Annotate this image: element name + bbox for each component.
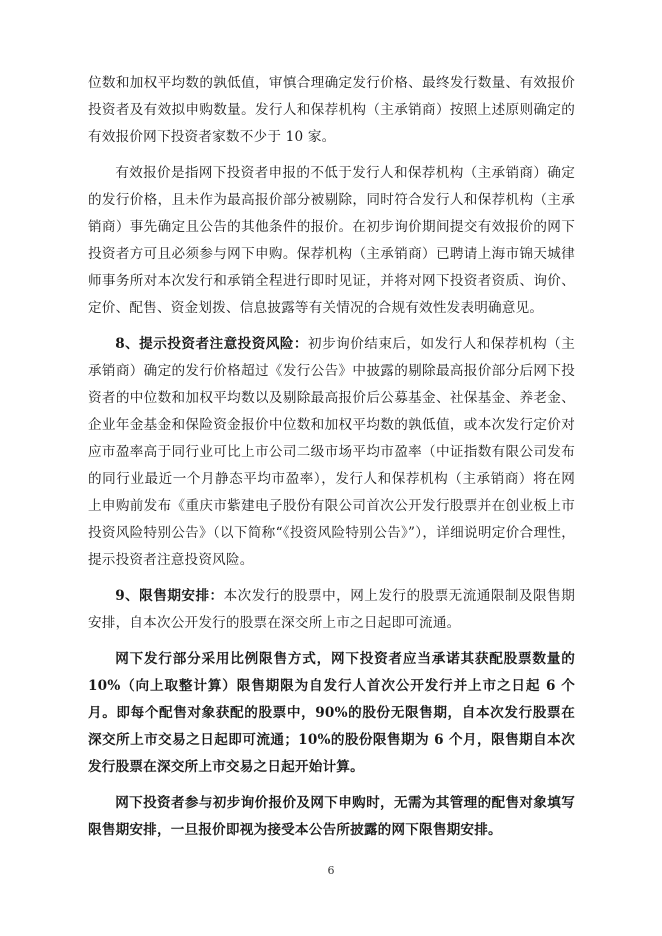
paragraph-offline-lockup-ratio: 网下发行部分采用比例限售方式，网下投资者应当承诺其获配股票数量的 10%（向上取整计算）限售期限为自发行人首次公开发行并上市之日起 6 个月。即每个配售对象获配的股票中，90%的股份无限售期，自本次发行股票在深交所上市交易之日起即可流通；10%的股份限售期为 6 个月，限售期自本次发行股票在深交所上市交易之日起开始计算。 bbox=[88, 651, 575, 775]
section-heading-lockup: 9、限售期安排： bbox=[115, 588, 224, 604]
paragraph-investment-risk bbox=[88, 331, 575, 574]
section-heading-investment-risk: 8、提示投资者注意投资风险： bbox=[115, 336, 308, 352]
document-body bbox=[88, 70, 575, 853]
paragraph-lockup-arrangement bbox=[88, 583, 575, 637]
page-number: 6 bbox=[327, 864, 335, 877]
paragraph-continuation: 位数和加权平均数的孰低值，审慎合理确定发行价格、最终发行数量、有效报价投资者及有效拟申购数量。发行人和保荐机构（主承销商）按照上述原则确定的有效报价网下投资者家数不少于 10 家。 bbox=[88, 75, 575, 145]
paragraph-valid-quote-definition: 有效报价是指网下投资者申报的不低于发行人和保荐机构（主承销商）确定的发行价格，且未作为最高报价部分被剔除，同时符合发行人和保荐机构（主承销商）事先确定且公告的其他条件的报价。在初步询价期间提交有效报价的网下投资者方可且必须参与网下申购。保荐机构（主承销商）已聘请上海市锦天城律师事务所对本次发行和承销全程进行即时见证，并将对网下投资者资质、询价、定价、配售、资金划拨、信息披露等有关情况的合规有效性发表明确意见。 bbox=[88, 165, 575, 316]
paragraph-investment-risk-body: 初步询价结束后，如发行人和保荐机构（主承销商）确定的发行价格超过《发行公告》中披露的剔除最高报价部分后网下投资者的中位数和加权平均数以及剔除最高报价后公募基金、社保基金、养老金、企业年金基金和保险资金报价中位数和加权平均数的孰低值，或本次发行定价对应市盈率高于同行业可比上市公司二级市场平均市盈率（中证指数有限公司发布的同行业最近一个月静态平均市盈率），发行人和保荐机构（主承销商）将在网上申购前发布《重庆市紫建电子股份有限公司首次公开发行股票并在创业板上市投资风险特别公告》（以下简称“《投资风险特别公告》”），详细说明定价合理性，提示投资者注意投资风险。 bbox=[88, 336, 575, 568]
paragraph-offline-lockup-acceptance: 网下投资者参与初步询价报价及网下申购时，无需为其管理的配售对象填写限售期安排，一旦报价即视为接受本公告所披露的网下限售期安排。 bbox=[88, 795, 575, 838]
paragraph-lockup-body: 本次发行的股票中，网上发行的股票无流通限制及限售期安排，自本次公开发行的股票在深交所上市之日起即可流通。 bbox=[88, 588, 575, 631]
